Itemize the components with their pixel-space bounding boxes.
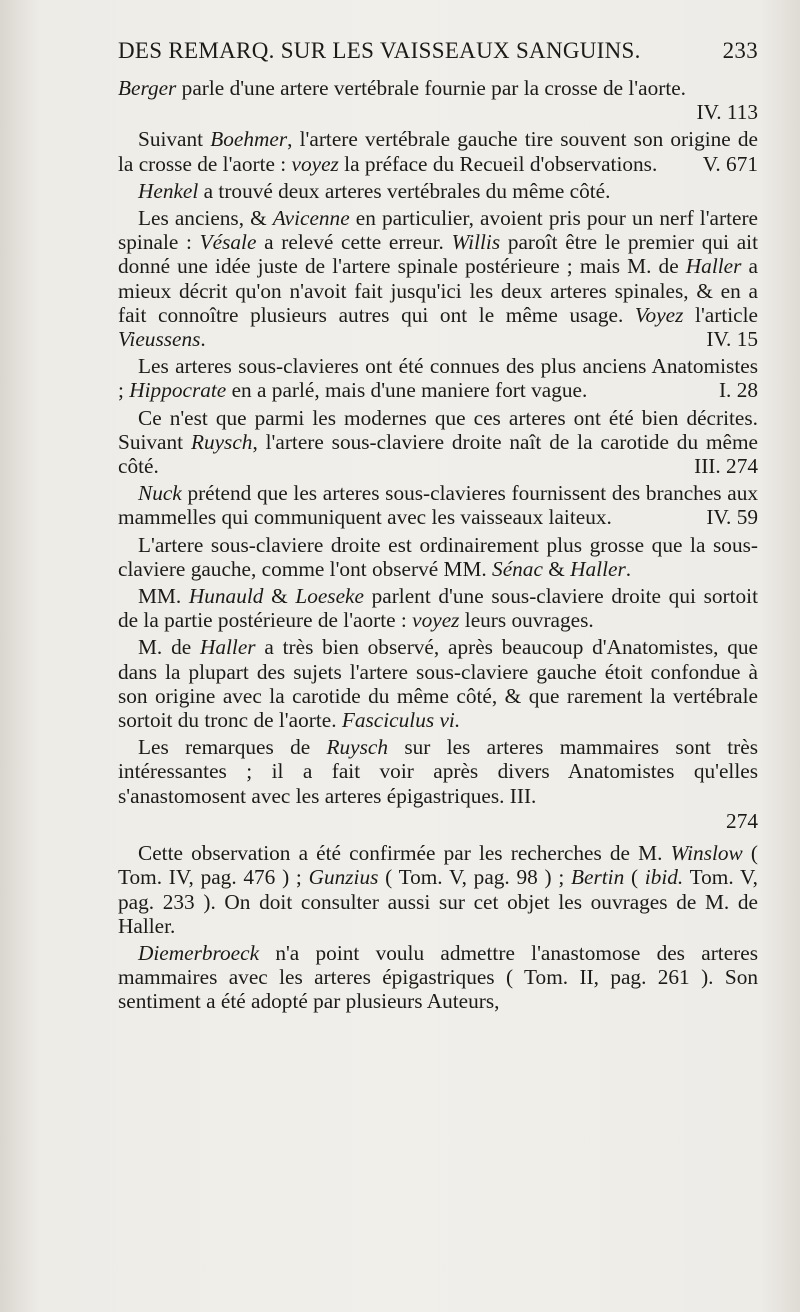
text-segment: a mieux décrit qu'on n'avoit fait jusqu'ici les deux arteres spinales, & en a fait connoître plusieurs autres qui ont le même usage. xyxy=(118,254,758,327)
volume-page-reference: I. 28 xyxy=(718,378,758,403)
text-segment: ( Tom. IV, pag. 476 ) ; xyxy=(118,841,758,890)
paragraph xyxy=(118,841,758,938)
italic-text: Winslow xyxy=(670,841,743,866)
text-segment: ( Tom. V, pag. 98 ) ; xyxy=(378,865,571,890)
text-segment: . xyxy=(200,327,206,352)
italic-text: Avicenne xyxy=(272,206,350,231)
text-segment: Tom. V, pag. 233 ). On doit consulter aussi sur cet objet les ouvrages de M. de Haller. xyxy=(118,865,758,938)
text-segment: ( xyxy=(624,865,645,890)
text-segment: prétend que les arteres sous-clavieres fournissent des branches aux mammelles qui communiquent avec les vaisseaux laiteux. xyxy=(118,481,758,530)
italic-text: Diemerbroeck xyxy=(138,940,260,965)
paragraph xyxy=(118,76,758,124)
volume-page-reference: IV. 15 xyxy=(706,327,758,352)
italic-text: Bertin xyxy=(571,865,625,890)
italic-text: Gunzius xyxy=(308,865,379,890)
italic-text: Boehmer xyxy=(210,127,288,152)
italic-text: Haller xyxy=(199,635,256,660)
text-segment: paroît être le premier qui ait donné une idée juste de l'artere spinale postérieure ; mais M. de xyxy=(118,230,759,279)
text-segment: , l'artere sous-claviere droite naît de la carotide du même côté. xyxy=(118,429,758,479)
text-segment: a relevé cette erreur. xyxy=(256,230,452,255)
text-segment: la préface du Recueil d'observations. xyxy=(338,151,658,176)
paragraph xyxy=(118,406,758,479)
volume-page-reference: V. 671 xyxy=(702,151,758,176)
text-segment: en particulier, avoient pris pour un nerf l'artere spinale : xyxy=(118,206,758,255)
text-segment: sur les arteres mammaires sont très intéressantes ; il a fait voir après divers Anatomistes qu'elles s'anastomosent avec les arteres épigastriques. III. xyxy=(118,735,758,808)
italic-text: Nuck xyxy=(138,481,182,506)
running-header xyxy=(118,38,758,72)
volume-page-reference: IV. 113 xyxy=(696,100,758,125)
italic-text: Henkel xyxy=(138,178,199,203)
text-segment: leurs ouvrages. xyxy=(459,608,594,633)
italic-text: Fasciculus vi. xyxy=(341,708,461,733)
italic-text: Voyez xyxy=(634,302,684,327)
volume-page-reference: IV. 59 xyxy=(706,505,758,530)
paragraph xyxy=(118,584,758,632)
italic-text: Vieussens xyxy=(118,327,201,352)
page-content xyxy=(118,38,758,1017)
italic-text: Ruysch xyxy=(326,735,389,760)
text-segment: a très bien observé, après beaucoup d'Anatomistes, que dans la plupart des sujets l'artere sous-claviere gauche étoit confondue à son origine avec la carotide du même côté, & que rarement la vertébrale sortoit du tronc de l'aorte. xyxy=(118,635,758,733)
reference-continuation: 274 xyxy=(726,808,758,833)
italic-text: Berger xyxy=(118,76,177,100)
italic-text: Hunauld xyxy=(188,584,264,609)
paragraph xyxy=(118,635,758,732)
text-segment: & xyxy=(542,556,571,581)
body-text xyxy=(118,76,758,1014)
text-segment: & xyxy=(263,584,296,609)
text-segment: parle d'une artere vertébrale fournie par la crosse de l'aorte. xyxy=(176,76,687,100)
text-segment: Les arteres sous-clavieres ont été connues des plus anciens Anatomistes ; xyxy=(118,354,758,403)
text-segment: Les remarques de xyxy=(138,735,327,760)
italic-text: Vésale xyxy=(199,230,257,255)
text-segment: M. de xyxy=(138,635,200,660)
text-segment: n'a point voulu admettre l'anastomose des arteres mammaires avec les arteres épigastriques ( Tom. II, pag. 261 ). Son sentiment a été adopté par plusieurs Auteurs, xyxy=(118,940,758,1014)
italic-text: Hippocrate xyxy=(129,378,227,403)
text-segment: Ce n'est que parmi les modernes que ces arteres ont été bien décrites. Suivant xyxy=(118,405,758,454)
italic-text: voyez xyxy=(291,151,339,176)
text-segment: L'artere sous-claviere droite est ordinairement plus grosse que la sous-claviere gauche, comme l'ont observé MM. xyxy=(118,532,758,581)
text-segment: Les anciens, & xyxy=(138,206,273,231)
paragraph xyxy=(118,533,758,581)
text-segment: Cette observation a été confirmée par les recherches de M. xyxy=(138,841,671,866)
text-segment: l'article xyxy=(683,302,758,327)
paragraph xyxy=(118,127,758,175)
paragraph xyxy=(118,354,758,402)
volume-page-reference: III. 274 xyxy=(694,454,758,479)
text-segment: en a parlé, mais d'une maniere fort vague. xyxy=(226,378,588,403)
italic-text: ibid. xyxy=(644,865,684,890)
italic-text: Willis xyxy=(451,230,501,255)
italic-text: voyez xyxy=(412,608,460,633)
paragraph xyxy=(118,481,758,529)
paragraph xyxy=(118,179,758,203)
text-segment: . xyxy=(625,556,632,581)
paragraph xyxy=(118,941,758,1014)
italic-text: Haller xyxy=(685,254,742,279)
paragraph xyxy=(118,206,758,351)
text-segment: MM. xyxy=(138,584,189,609)
text-segment: a trouvé deux arteres vertébrales du même côté. xyxy=(198,178,611,203)
page-number: 233 xyxy=(722,38,758,63)
text-segment: Suivant xyxy=(138,127,211,152)
italic-text: Sénac xyxy=(492,556,543,581)
paragraph xyxy=(118,735,758,808)
text-segment: parlent d'une sous-claviere droite qui sortoit de la partie postérieure de l'aorte : xyxy=(118,584,758,633)
running-title: DES REMARQ. SUR LES VAISSEAUX SANGUINS. xyxy=(118,38,641,63)
text-segment: , l'artere vertébrale gauche tire souvent son origine de la crosse de l'aorte : xyxy=(118,127,758,176)
italic-text: Loeseke xyxy=(295,584,364,609)
italic-text: Haller xyxy=(570,556,626,581)
italic-text: Ruysch xyxy=(190,429,253,454)
